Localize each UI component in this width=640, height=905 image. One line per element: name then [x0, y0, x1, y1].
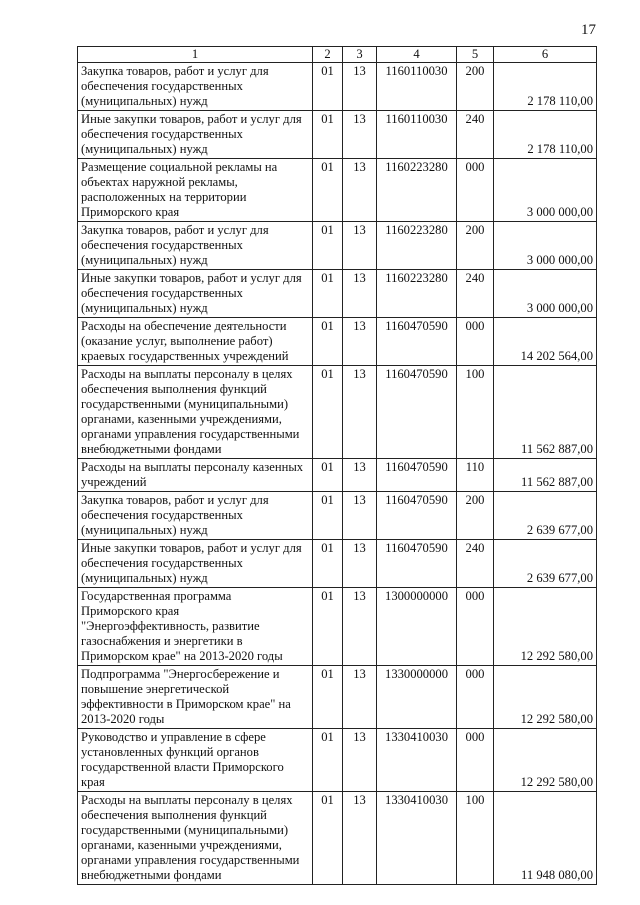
section-code: 01	[313, 318, 343, 366]
expense-type-code: 110	[457, 459, 494, 492]
section-code: 01	[313, 366, 343, 459]
target-article-code: 1160110030	[377, 111, 457, 159]
target-article-code: 1330410030	[377, 729, 457, 792]
table-body	[78, 63, 597, 885]
line-item-name: Иные закупки товаров, работ и услуг для обеспечения государственных (муниципальных) нужд	[78, 540, 313, 588]
target-article-code: 1160470590	[377, 540, 457, 588]
column-header: 4	[377, 47, 457, 63]
target-article-code: 1160470590	[377, 366, 457, 459]
header-row	[78, 47, 597, 63]
table-row	[78, 459, 597, 492]
line-item-name: Руководство и управление в сфере установленных функций органов государственной власти Приморского края	[78, 729, 313, 792]
line-item-name: Расходы на выплаты персоналу казенных учреждений	[78, 459, 313, 492]
line-item-name: Расходы на выплаты персоналу в целях обеспечения выполнения функций государственными (муниципальными) органами, казенными учреждениями, органами управления государственными внебюджетными фондами	[78, 366, 313, 459]
amount: 12 292 580,00	[494, 588, 597, 666]
section-code: 01	[313, 159, 343, 222]
section-code: 01	[313, 492, 343, 540]
line-item-name: Закупка товаров, работ и услуг для обеспечения государственных (муниципальных) нужд	[78, 63, 313, 111]
section-code: 01	[313, 63, 343, 111]
target-article-code: 1160223280	[377, 159, 457, 222]
target-article-code: 1160470590	[377, 459, 457, 492]
table-row	[78, 270, 597, 318]
table-row	[78, 111, 597, 159]
subsection-code: 13	[343, 270, 377, 318]
table-row	[78, 492, 597, 540]
amount: 3 000 000,00	[494, 159, 597, 222]
section-code: 01	[313, 459, 343, 492]
column-header: 6	[494, 47, 597, 63]
amount: 2 178 110,00	[494, 63, 597, 111]
line-item-name: Иные закупки товаров, работ и услуг для обеспечения государственных (муниципальных) нужд	[78, 111, 313, 159]
amount: 2 639 677,00	[494, 540, 597, 588]
table-row	[78, 63, 597, 111]
section-code: 01	[313, 729, 343, 792]
page-number: 17	[581, 22, 596, 38]
expense-type-code: 200	[457, 222, 494, 270]
target-article-code: 1160110030	[377, 63, 457, 111]
target-article-code: 1160470590	[377, 318, 457, 366]
table-row	[78, 540, 597, 588]
amount: 14 202 564,00	[494, 318, 597, 366]
expense-type-code: 200	[457, 492, 494, 540]
expense-type-code: 100	[457, 366, 494, 459]
line-item-name: Расходы на выплаты персоналу в целях обеспечения выполнения функций государственными (муниципальными) органами, казенными учреждениями, органами управления государственными внебюджетными фондами	[78, 792, 313, 885]
subsection-code: 13	[343, 111, 377, 159]
subsection-code: 13	[343, 63, 377, 111]
column-header: 2	[313, 47, 343, 63]
section-code: 01	[313, 588, 343, 666]
line-item-name: Закупка товаров, работ и услуг для обеспечения государственных (муниципальных) нужд	[78, 492, 313, 540]
amount: 2 639 677,00	[494, 492, 597, 540]
section-code: 01	[313, 540, 343, 588]
table-row	[78, 366, 597, 459]
section-code: 01	[313, 222, 343, 270]
expense-type-code: 240	[457, 111, 494, 159]
subsection-code: 13	[343, 492, 377, 540]
table-row	[78, 792, 597, 885]
line-item-name: Размещение социальной рекламы на объектах наружной рекламы, расположенных на территории Приморского края	[78, 159, 313, 222]
subsection-code: 13	[343, 459, 377, 492]
subsection-code: 13	[343, 159, 377, 222]
subsection-code: 13	[343, 540, 377, 588]
subsection-code: 13	[343, 666, 377, 729]
expense-type-code: 000	[457, 159, 494, 222]
amount: 11 562 887,00	[494, 459, 597, 492]
expense-type-code: 100	[457, 792, 494, 885]
budget-table	[77, 46, 597, 885]
expense-type-code: 200	[457, 63, 494, 111]
column-header: 3	[343, 47, 377, 63]
section-code: 01	[313, 792, 343, 885]
expense-type-code: 000	[457, 318, 494, 366]
amount: 2 178 110,00	[494, 111, 597, 159]
column-header: 5	[457, 47, 494, 63]
target-article-code: 1160223280	[377, 270, 457, 318]
line-item-name: Иные закупки товаров, работ и услуг для обеспечения государственных (муниципальных) нужд	[78, 270, 313, 318]
line-item-name: Государственная программа Приморского края "Энергоэффективность, развитие газоснабжения и энергетики в Приморском крае" на 2013-2020 годы	[78, 588, 313, 666]
table-row	[78, 159, 597, 222]
table-row	[78, 222, 597, 270]
table-row	[78, 666, 597, 729]
subsection-code: 13	[343, 729, 377, 792]
expense-type-code: 000	[457, 729, 494, 792]
target-article-code: 1300000000	[377, 588, 457, 666]
subsection-code: 13	[343, 318, 377, 366]
line-item-name: Подпрограмма "Энергосбережение и повышение энергетической эффективности в Приморском крае" на 2013-2020 годы	[78, 666, 313, 729]
target-article-code: 1330410030	[377, 792, 457, 885]
amount: 12 292 580,00	[494, 666, 597, 729]
amount: 12 292 580,00	[494, 729, 597, 792]
section-code: 01	[313, 111, 343, 159]
table-row	[78, 588, 597, 666]
target-article-code: 1330000000	[377, 666, 457, 729]
expense-type-code: 240	[457, 540, 494, 588]
column-header: 1	[78, 47, 313, 63]
expense-type-code: 000	[457, 588, 494, 666]
table-row	[78, 729, 597, 792]
table-row	[78, 318, 597, 366]
section-code: 01	[313, 666, 343, 729]
expense-type-code: 240	[457, 270, 494, 318]
subsection-code: 13	[343, 792, 377, 885]
expense-type-code: 000	[457, 666, 494, 729]
amount: 3 000 000,00	[494, 270, 597, 318]
line-item-name: Расходы на обеспечение деятельности (оказание услуг, выполнение работ) краевых государственных учреждений	[78, 318, 313, 366]
amount: 3 000 000,00	[494, 222, 597, 270]
target-article-code: 1160470590	[377, 492, 457, 540]
target-article-code: 1160223280	[377, 222, 457, 270]
amount: 11 948 080,00	[494, 792, 597, 885]
line-item-name: Закупка товаров, работ и услуг для обеспечения государственных (муниципальных) нужд	[78, 222, 313, 270]
subsection-code: 13	[343, 588, 377, 666]
amount: 11 562 887,00	[494, 366, 597, 459]
subsection-code: 13	[343, 366, 377, 459]
subsection-code: 13	[343, 222, 377, 270]
section-code: 01	[313, 270, 343, 318]
